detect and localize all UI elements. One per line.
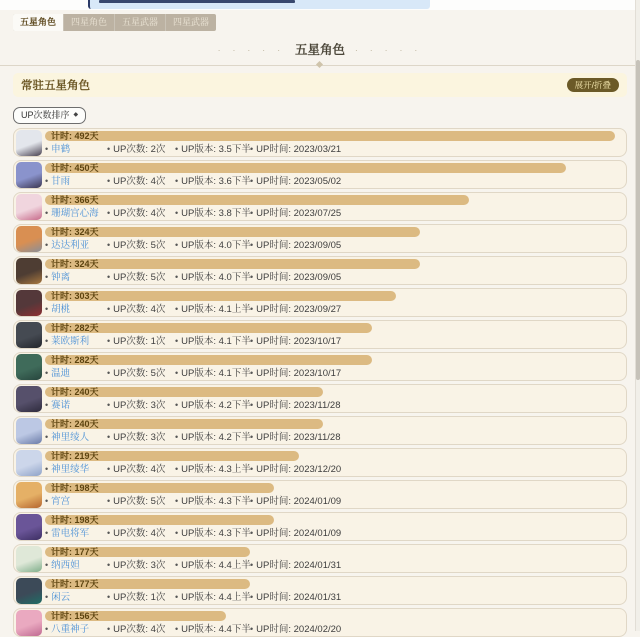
- bullet-icon: •: [250, 623, 254, 634]
- character-name-link[interactable]: 赛诺: [51, 399, 71, 411]
- character-row: [13, 320, 627, 349]
- timer-label: 计时: 450天: [51, 162, 99, 173]
- bullet-icon: •: [107, 367, 111, 378]
- up-time-text: UP时间: 2023/09/27: [256, 303, 342, 315]
- section-title: 常驻五星角色: [21, 80, 90, 92]
- character-name-link[interactable]: 达达利亚: [51, 239, 90, 251]
- character-name-link[interactable]: 神里绫人: [51, 431, 90, 443]
- up-time-text: UP时间: 2023/11/28: [256, 399, 341, 411]
- bullet-icon: •: [45, 335, 49, 346]
- bullet-icon: •: [175, 303, 179, 314]
- up-time-text: UP时间: 2023/03/21: [256, 143, 342, 155]
- top-notice-area: [0, 0, 640, 10]
- bullet-icon: •: [250, 175, 254, 186]
- up-time-text: UP时间: 2023/05/02: [256, 175, 342, 187]
- up-time-text: UP时间: 2024/02/20: [256, 623, 342, 635]
- bullet-icon: •: [175, 143, 179, 154]
- timer-bar: [45, 355, 372, 365]
- bullet-icon: •: [175, 431, 179, 442]
- bullet-icon: •: [45, 399, 49, 410]
- section-header: [13, 73, 627, 97]
- up-time-text: UP时间: 2024/01/09: [256, 527, 342, 539]
- tab-0[interactable]: 五星角色: [13, 14, 63, 31]
- bullet-icon: •: [45, 367, 49, 378]
- bullet-icon: •: [107, 335, 111, 346]
- up-version-text: UP版本: 3.6下半: [181, 175, 251, 187]
- sort-diamond-icon: ◆: [73, 112, 79, 118]
- timer-bar: [45, 227, 420, 237]
- character-name-link[interactable]: 宵宫: [51, 495, 71, 507]
- bullet-icon: •: [250, 399, 254, 410]
- divider-diamond-icon: [316, 61, 323, 68]
- up-count-text: UP次数: 5次: [113, 239, 166, 251]
- notice-banner: [88, 0, 430, 9]
- character-avatar: [16, 322, 42, 348]
- bullet-icon: •: [175, 463, 179, 474]
- title-decor-right: · · · · ·: [355, 46, 423, 55]
- bullet-icon: •: [175, 527, 179, 538]
- character-row: [13, 256, 627, 285]
- bullet-icon: •: [250, 527, 254, 538]
- timer-label: 计时: 324天: [51, 226, 99, 237]
- up-version-text: UP版本: 3.5下半: [181, 143, 251, 155]
- character-row: [13, 352, 627, 381]
- bullet-icon: •: [45, 175, 49, 186]
- character-name-link[interactable]: 温迪: [51, 367, 71, 379]
- bullet-icon: •: [107, 175, 111, 186]
- bullet-icon: •: [175, 495, 179, 506]
- up-time-text: UP时间: 2024/01/31: [256, 559, 342, 571]
- timer-bar: [45, 259, 420, 269]
- character-row: [13, 448, 627, 477]
- up-count-text: UP次数: 4次: [113, 527, 166, 539]
- up-count-text: UP次数: 4次: [113, 623, 166, 635]
- character-name-link[interactable]: 申鹤: [51, 143, 71, 155]
- character-name-link[interactable]: 雷电将军: [51, 527, 90, 539]
- bullet-icon: •: [45, 495, 49, 506]
- up-time-text: UP时间: 2023/09/05: [256, 239, 342, 251]
- up-time-text: UP时间: 2023/11/28: [256, 431, 341, 443]
- character-name-link[interactable]: 闲云: [51, 591, 71, 603]
- character-row: [13, 192, 627, 221]
- bullet-icon: •: [175, 591, 179, 602]
- up-version-text: UP版本: 4.2下半: [181, 399, 251, 411]
- character-avatar: [16, 258, 42, 284]
- bullet-icon: •: [175, 271, 179, 282]
- bullet-icon: •: [45, 207, 49, 218]
- character-name-link[interactable]: 钟离: [51, 271, 71, 283]
- scrollbar: [635, 0, 640, 631]
- bullet-icon: •: [250, 207, 254, 218]
- up-version-text: UP版本: 4.4上半: [181, 591, 251, 603]
- character-avatar: [16, 610, 42, 636]
- bullet-icon: •: [250, 559, 254, 570]
- character-avatar: [16, 482, 42, 508]
- timer-label: 计时: 198天: [51, 514, 99, 525]
- character-name-link[interactable]: 八重神子: [51, 623, 90, 635]
- bullet-icon: •: [107, 623, 111, 634]
- timer-label: 计时: 198天: [51, 482, 99, 493]
- up-version-text: UP版本: 4.4下半: [181, 623, 251, 635]
- timer-label: 计时: 240天: [51, 386, 99, 397]
- bullet-icon: •: [250, 495, 254, 506]
- up-time-text: UP时间: 2024/01/31: [256, 591, 342, 603]
- bullet-icon: •: [175, 239, 179, 250]
- timer-bar: [45, 163, 566, 173]
- character-row: [13, 416, 627, 445]
- bullet-icon: •: [175, 367, 179, 378]
- bullet-icon: •: [250, 335, 254, 346]
- bullet-icon: •: [250, 591, 254, 602]
- character-name-link[interactable]: 珊瑚宫心海: [51, 207, 99, 219]
- character-row: [13, 512, 627, 541]
- page-title: 五星角色: [294, 43, 345, 57]
- up-count-text: UP次数: 5次: [113, 271, 166, 283]
- bullet-icon: •: [250, 271, 254, 282]
- character-row: [13, 288, 627, 317]
- timer-label: 计时: 282天: [51, 354, 99, 365]
- timer-bar: [45, 611, 226, 621]
- character-list: [13, 128, 627, 637]
- up-version-text: UP版本: 4.3上半: [181, 463, 251, 475]
- bullet-icon: •: [250, 303, 254, 314]
- bullet-icon: •: [250, 463, 254, 474]
- character-avatar: [16, 162, 42, 188]
- character-row: [13, 576, 627, 605]
- bullet-icon: •: [250, 143, 254, 154]
- up-count-text: UP次数: 4次: [113, 175, 166, 187]
- timer-bar: [45, 547, 250, 557]
- timer-label: 计时: 366天: [51, 194, 99, 205]
- bullet-icon: •: [250, 239, 254, 250]
- bullet-icon: •: [45, 559, 49, 570]
- bullet-icon: •: [175, 335, 179, 346]
- up-version-text: UP版本: 4.1下半: [181, 335, 251, 347]
- character-avatar: [16, 578, 42, 604]
- timer-label: 计时: 219天: [51, 450, 99, 461]
- up-count-text: UP次数: 5次: [113, 495, 166, 507]
- up-count-text: UP次数: 5次: [113, 367, 166, 379]
- timer-label: 计时: 177天: [51, 578, 99, 589]
- bullet-icon: •: [107, 399, 111, 410]
- character-row: [13, 384, 627, 413]
- timer-label: 计时: 303天: [51, 290, 99, 301]
- character-row: [13, 128, 627, 157]
- bullet-icon: •: [45, 143, 49, 154]
- bullet-icon: •: [107, 143, 111, 154]
- character-avatar: [16, 418, 42, 444]
- timer-label: 计时: 324天: [51, 258, 99, 269]
- tab-2[interactable]: 五星武器: [114, 14, 165, 31]
- up-version-text: UP版本: 4.3下半: [181, 495, 251, 507]
- timer-label: 计时: 282天: [51, 322, 99, 333]
- bullet-icon: •: [45, 431, 49, 442]
- bullet-icon: •: [45, 303, 49, 314]
- character-row: [13, 608, 627, 637]
- scrollbar-thumb[interactable]: [636, 60, 640, 380]
- character-avatar: [16, 354, 42, 380]
- bullet-icon: •: [45, 271, 49, 282]
- bullet-icon: •: [107, 527, 111, 538]
- tab-1[interactable]: 四星角色: [63, 14, 114, 31]
- timer-bar: [45, 323, 372, 333]
- bullet-icon: •: [107, 239, 111, 250]
- up-time-text: UP时间: 2023/12/20: [256, 463, 342, 475]
- bullet-icon: •: [45, 591, 49, 602]
- character-row: [13, 544, 627, 573]
- sort-dropdown[interactable]: [13, 107, 86, 124]
- tab-3[interactable]: 四星武器: [165, 14, 216, 31]
- character-row: [13, 480, 627, 509]
- character-avatar: [16, 386, 42, 412]
- bullet-icon: •: [107, 495, 111, 506]
- character-avatar: [16, 546, 42, 572]
- title-decor-left: · · · · ·: [217, 46, 285, 55]
- bullet-icon: •: [107, 559, 111, 570]
- bullet-icon: •: [107, 271, 111, 282]
- character-name-link[interactable]: 胡桃: [51, 303, 71, 315]
- bullet-icon: •: [107, 303, 111, 314]
- timer-label: 计时: 156天: [51, 610, 99, 621]
- character-row: [13, 160, 627, 189]
- bullet-icon: •: [107, 207, 111, 218]
- character-name-link[interactable]: 神里绫华: [51, 463, 90, 475]
- character-avatar: [16, 290, 42, 316]
- up-version-text: UP版本: 4.4上半: [181, 559, 251, 571]
- character-name-link[interactable]: 莱欧斯利: [51, 335, 90, 347]
- up-time-text: UP时间: 2023/10/17: [256, 367, 342, 379]
- bullet-icon: •: [107, 463, 111, 474]
- bullet-icon: •: [175, 207, 179, 218]
- timer-bar: [45, 483, 274, 493]
- character-row: [13, 224, 627, 253]
- up-time-text: UP时间: 2023/09/05: [256, 271, 342, 283]
- up-version-text: UP版本: 4.1下半: [181, 367, 251, 379]
- up-version-text: UP版本: 4.2下半: [181, 431, 251, 443]
- bullet-icon: •: [45, 527, 49, 538]
- up-count-text: UP次数: 3次: [113, 431, 166, 443]
- timer-bar: [45, 291, 396, 301]
- character-name-link[interactable]: 甘雨: [51, 175, 71, 187]
- up-count-text: UP次数: 4次: [113, 463, 166, 475]
- timer-bar: [45, 579, 250, 589]
- bullet-icon: •: [250, 367, 254, 378]
- bullet-icon: •: [175, 399, 179, 410]
- up-count-text: UP次数: 4次: [113, 207, 166, 219]
- timer-bar: [45, 419, 323, 429]
- character-avatar: [16, 194, 42, 220]
- character-avatar: [16, 514, 42, 540]
- sort-dropdown-label: UP次数排序: [21, 110, 70, 120]
- clipped-text-line: [99, 0, 295, 3]
- bullet-icon: •: [45, 239, 49, 250]
- up-time-text: UP时间: 2023/07/25: [256, 207, 342, 219]
- timer-bar: [45, 451, 299, 461]
- bullet-icon: •: [175, 623, 179, 634]
- bullet-icon: •: [45, 623, 49, 634]
- up-version-text: UP版本: 4.1上半: [181, 303, 251, 315]
- divider: [0, 65, 640, 66]
- bullet-icon: •: [45, 463, 49, 474]
- timer-bar: [45, 515, 274, 525]
- timer-bar: [45, 195, 469, 205]
- timer-bar: [45, 387, 323, 397]
- up-version-text: UP版本: 4.0下半: [181, 239, 251, 251]
- tab-bar: [13, 14, 216, 31]
- bullet-icon: •: [250, 431, 254, 442]
- character-avatar: [16, 130, 42, 156]
- bullet-icon: •: [175, 175, 179, 186]
- timer-label: 计时: 492天: [51, 130, 99, 141]
- character-avatar: [16, 226, 42, 252]
- up-count-text: UP次数: 3次: [113, 559, 166, 571]
- timer-label: 计时: 177天: [51, 546, 99, 557]
- up-count-text: UP次数: 3次: [113, 399, 166, 411]
- bullet-icon: •: [107, 591, 111, 602]
- character-name-link[interactable]: 纳西妲: [51, 559, 80, 571]
- up-count-text: UP次数: 2次: [113, 143, 166, 155]
- up-count-text: UP次数: 4次: [113, 303, 166, 315]
- up-version-text: UP版本: 3.8下半: [181, 207, 251, 219]
- expand-collapse-button[interactable]: 展开/折叠: [567, 78, 619, 93]
- up-time-text: UP时间: 2023/10/17: [256, 335, 342, 347]
- up-time-text: UP时间: 2024/01/09: [256, 495, 342, 507]
- page-title-row: [0, 43, 640, 58]
- timer-label: 计时: 240天: [51, 418, 99, 429]
- up-version-text: UP版本: 4.0下半: [181, 271, 251, 283]
- character-avatar: [16, 450, 42, 476]
- timer-bar: [45, 131, 615, 141]
- bullet-icon: •: [175, 559, 179, 570]
- bullet-icon: •: [107, 431, 111, 442]
- up-count-text: UP次数: 1次: [113, 591, 166, 603]
- up-version-text: UP版本: 4.3下半: [181, 527, 251, 539]
- up-count-text: UP次数: 1次: [113, 335, 166, 347]
